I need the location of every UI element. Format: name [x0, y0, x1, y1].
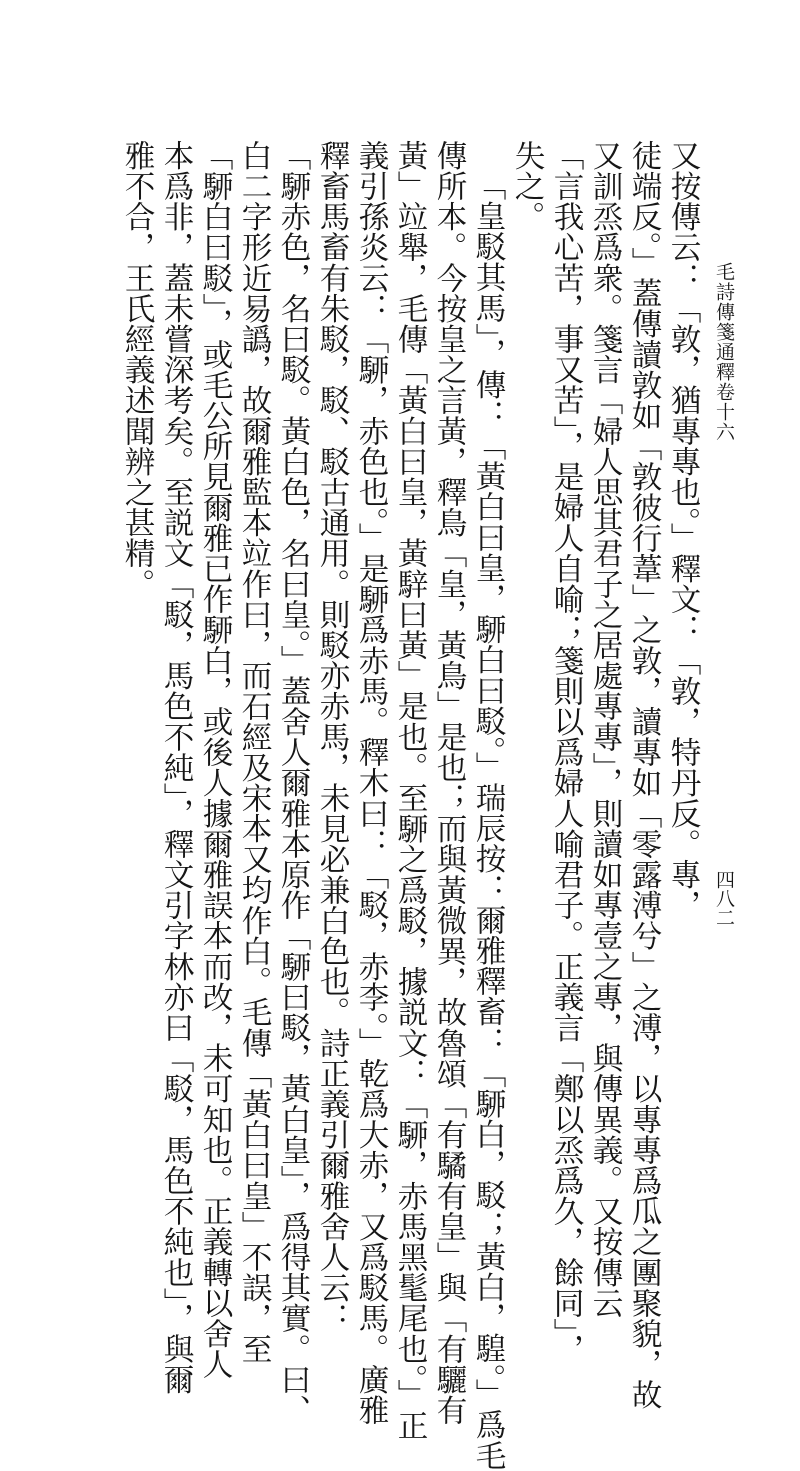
text-column: 「駵赤色，名曰駁。黃白色，名曰皇。」蓋舍人爾雅本原作「駵曰駁，黃白皇」，爲得其實。曰、 — [275, 140, 310, 1426]
running-header: 毛詩傳箋通釋卷十六 — [713, 262, 735, 442]
text-column: 本爲非，蓋未嘗深考矣。至説文「駁，馬色不純」，釋文引字林亦曰「駁，馬色不純也」，與爾 — [158, 140, 193, 1395]
text-column: 「言我心苦，事又苦」，是婦人自喻；箋則以爲婦人喻君子。正義言「鄭以烝爲久，餘同」， — [548, 140, 583, 1364]
text-column: 黃」竝舉，毛傳「黃白曰皇，黃騂曰黃」是也。至駵之爲駁，據説文：「駵，赤馬黑髦尾也。」正 — [392, 140, 427, 1441]
text-column: 又按傳云：「敦，猶專專也。」釋文：「敦，特丹反。專， — [665, 140, 700, 921]
page-number: 四八二 — [713, 870, 735, 927]
text-column: 又訓烝爲衆。箋言「婦人思其君子之居處專專」，則讀如專壹之專，與傳異義。又按傳云 — [587, 140, 622, 1319]
text-column: 白二字形近易譌，故爾雅監本竝作曰，而石經及宋本又均作白。毛傳「黃白曰皇」不誤，至 — [236, 140, 271, 1364]
text-column: 「皇駁其馬」，傳：「黃白曰皇，駵白曰駁。」瑞辰按：爾雅釋畜：「駵白，駁；黃白，騜。」爲毛 — [470, 170, 505, 1471]
text-column: 失之。 — [509, 140, 544, 232]
text-column: 「駵白曰駁」，或毛公所見爾雅已作駵白，或後人據爾雅誤本而改，未可知也。正義轉以舍人 — [197, 140, 232, 1380]
text-column: 義引孫炎云：「駵，赤色也。」是駵爲赤馬。釋木曰：「駁，赤李。」乾爲大赤，又爲駁馬。廣雅 — [353, 140, 388, 1426]
text-column: 雅不合，王氏經義述聞辨之甚精。 — [119, 140, 154, 599]
text-column: 徒端反。」蓋傳讀敦如「敦彼行葦」之敦，讀專如「零露溥兮」之溥，以專專爲瓜之團聚貌，故 — [626, 140, 661, 1410]
text-column: 傳所本。今按皇之言黃，釋鳥「皇，黃鳥」是也；而與黃微異，故魯頌「有驈有皇」與「有驪有 — [431, 140, 466, 1426]
text-column: 釋畜馬畜有朱駁，駁、駁古通用。則駁亦赤馬，未見必兼白色也。詩正義引爾雅舍人云： — [314, 140, 349, 1334]
